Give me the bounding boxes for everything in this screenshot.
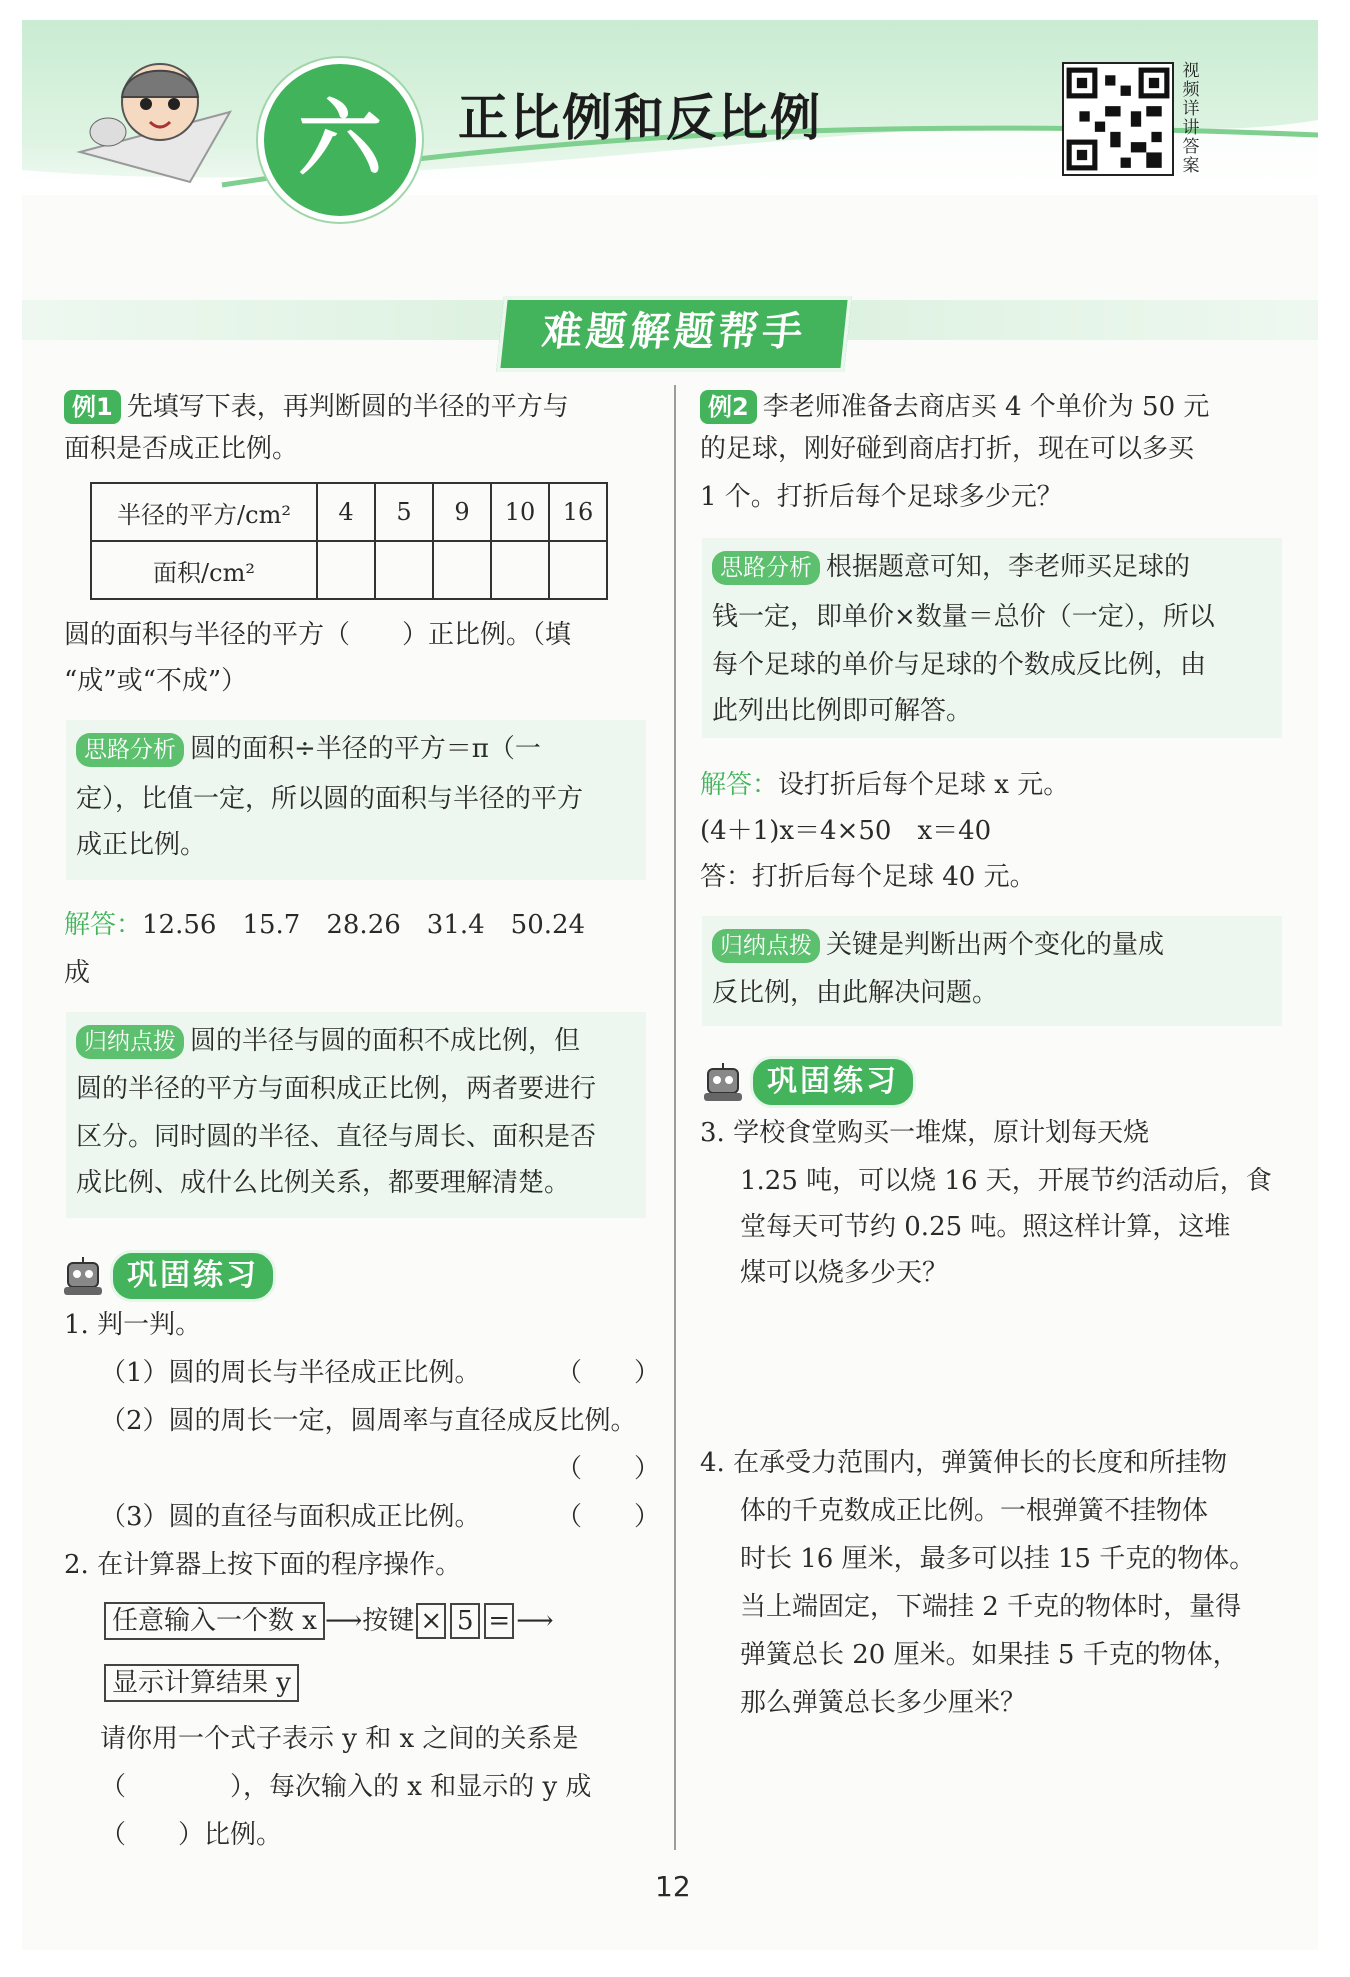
example2-answer-line1: 解答：设打折后每个足球 x 元。	[700, 770, 1070, 800]
chapter-title: 正比例和反比例	[458, 89, 822, 147]
q2-input-box: 任意输入一个数 x	[104, 1602, 325, 1640]
q3-line4: 煤可以烧多少天？	[740, 1258, 949, 1288]
example1-summary-line2: 圆的半径的平方与面积成正比例，两者要进行	[76, 1074, 597, 1104]
q4-line2: 体的千克数成正比例。一根弹簧不挂物体	[740, 1496, 1209, 1526]
chapter-number-badge: 六	[258, 58, 422, 222]
example1-table	[90, 482, 608, 600]
example2-tag: 例2	[700, 390, 757, 424]
example2-summary-line1: 归纳点拨 关键是判断出两个变化的量成	[712, 922, 1164, 968]
example2-answer-line2: (4＋1)x＝4×50 x＝40	[700, 816, 992, 846]
qr-code-icon[interactable]	[1062, 62, 1174, 176]
example2-question-line1: 例2 李老师准备去商店买 4 个单价为 50 元	[700, 384, 1209, 430]
q2-line1: 请你用一个式子表示 y 和 x 之间的关系是	[100, 1724, 579, 1754]
practice-title: 巩固练习	[110, 1250, 276, 1302]
example1-tag: 例1	[64, 390, 121, 424]
practice-header-left	[60, 1250, 276, 1302]
q3-line2: 1.25 吨，可以烧 16 天，开展节约活动后，食	[740, 1166, 1272, 1196]
example2-summary-line2: 反比例，由此解决问题。	[712, 978, 999, 1008]
table-cell[interactable]	[549, 541, 607, 599]
q2-output-box: 显示计算结果 y	[104, 1664, 299, 1702]
table-cell: 9	[433, 483, 491, 541]
example2-analysis-line2: 钱一定，即单价×数量＝总价（一定），所以	[712, 602, 1215, 632]
example1-analysis-line2: 定），比值一定，所以圆的面积与半径的平方	[76, 784, 584, 814]
table-cell[interactable]	[433, 541, 491, 599]
example2-question-line3: 1 个。打折后每个足球多少元？	[700, 482, 1063, 512]
example1-summary-line4: 成比例、成什么比例关系，都要理解清楚。	[76, 1168, 571, 1198]
q4-line6: 那么弹簧总长多少厘米？	[740, 1688, 1027, 1718]
section-title: 难题解题帮手	[496, 296, 852, 372]
analysis-tag: 思路分析	[76, 733, 184, 767]
table-cell: 5	[375, 483, 433, 541]
q1-item2: （2）圆的周长一定，圆周率与直径成反比例。	[100, 1406, 637, 1436]
arrow-icon: ⟶	[324, 1606, 363, 1636]
mascot-illustration	[70, 42, 240, 192]
example2-analysis-line3: 每个足球的单价与足球的个数成反比例，由	[712, 650, 1207, 680]
q4-line4: 当上端固定，下端挂 2 千克的物体时，量得	[740, 1592, 1242, 1622]
q2-flow-row2	[104, 1660, 299, 1706]
example1-analysis-line3: 成正比例。	[76, 830, 207, 860]
table-row	[91, 541, 607, 599]
q2-flow-row1: 任意输入一个数 x ⟶按键 × 5 = ⟶	[104, 1598, 554, 1644]
practice-title: 巩固练习	[750, 1056, 916, 1108]
five-key: 5	[450, 1603, 480, 1639]
q1-item3: （3）圆的直径与面积成正比例。	[100, 1502, 481, 1532]
example1-analysis-line1: 思路分析 圆的面积÷半径的平方＝π（一	[76, 726, 541, 772]
q1-item1: （1）圆的周长与半径成正比例。	[100, 1358, 481, 1388]
column-divider	[674, 385, 676, 1850]
example1-summary-line3: 区分。同时圆的半径、直径与周长、面积是否	[76, 1122, 597, 1152]
practice-header-right	[700, 1056, 916, 1108]
example1-summary-line1: 归纳点拨 圆的半径与圆的面积不成比例，但	[76, 1018, 580, 1064]
table-header-cell: 半径的平方/cm²	[91, 483, 317, 541]
example2-analysis-line4: 此列出比例即可解答。	[712, 696, 973, 726]
table-cell: 10	[491, 483, 549, 541]
example1-question-line1: 例1 先填写下表，再判断圆的半径的平方与	[64, 384, 569, 430]
answer-label: 解答：	[64, 910, 143, 940]
equals-key: =	[484, 1603, 514, 1639]
example1-question-line2: 面积是否成正比例。	[64, 434, 299, 464]
q2-line2: （ ），每次输入的 x 和显示的 y 成	[100, 1772, 592, 1802]
example2-analysis-line1: 思路分析 根据题意可知，李老师买足球的	[712, 544, 1190, 590]
q4-line5: 弹簧总长 20 厘米。如果挂 5 千克的物体，	[740, 1640, 1239, 1670]
q3-line1: 3. 学校食堂购买一堆煤，原计划每天烧	[700, 1118, 1150, 1148]
qr-caption: 视频详讲答案	[1182, 61, 1200, 176]
q1-item2-answer-blank[interactable]: （ ）	[556, 1454, 661, 1484]
example1-answer: 解答：12.56 15.7 28.26 31.4 50.24	[64, 910, 586, 940]
q4-line1: 4. 在承受力范围内，弹簧伸长的长度和所挂物	[700, 1448, 1228, 1478]
arrow-icon: ⟶	[516, 1606, 554, 1636]
page-number: 12	[655, 1870, 691, 1903]
q1-title: 1. 判一判。	[64, 1310, 202, 1340]
table-cell: 4	[317, 483, 375, 541]
multiply-key: ×	[416, 1603, 446, 1639]
robot-icon	[700, 1059, 746, 1105]
summary-tag: 归纳点拨	[712, 929, 820, 963]
example1-fill-line2: “成”或“不成”）	[64, 666, 248, 696]
q2-title: 2. 在计算器上按下面的程序操作。	[64, 1550, 462, 1580]
q1-item1-answer-blank[interactable]: （ ）	[556, 1358, 661, 1388]
q4-line3: 时长 16 厘米，最多可以挂 15 千克的物体。	[740, 1544, 1256, 1574]
example2-question-line2: 的足球，刚好碰到商店打折，现在可以多买	[700, 434, 1195, 464]
table-cell: 16	[549, 483, 607, 541]
table-cell[interactable]	[375, 541, 433, 599]
table-cell[interactable]	[317, 541, 375, 599]
robot-icon	[60, 1253, 106, 1299]
table-header-cell: 面积/cm²	[91, 541, 317, 599]
answer-label: 解答：	[700, 770, 779, 800]
q1-item3-answer-blank[interactable]: （ ）	[556, 1502, 661, 1532]
q2-line3: （ ）比例。	[100, 1820, 283, 1850]
example1-answer-line2: 成	[64, 958, 91, 988]
table-row	[91, 483, 607, 541]
table-cell[interactable]	[491, 541, 549, 599]
example2-answer-line3: 答：打折后每个足球 40 元。	[700, 862, 1036, 892]
example1-fill-line1: 圆的面积与半径的平方（ ）正比例。（填	[64, 620, 572, 650]
analysis-tag: 思路分析	[712, 551, 820, 585]
q3-line3: 堂每天可节约 0.25 吨。照这样计算，这堆	[740, 1212, 1231, 1242]
summary-tag: 归纳点拨	[76, 1025, 184, 1059]
